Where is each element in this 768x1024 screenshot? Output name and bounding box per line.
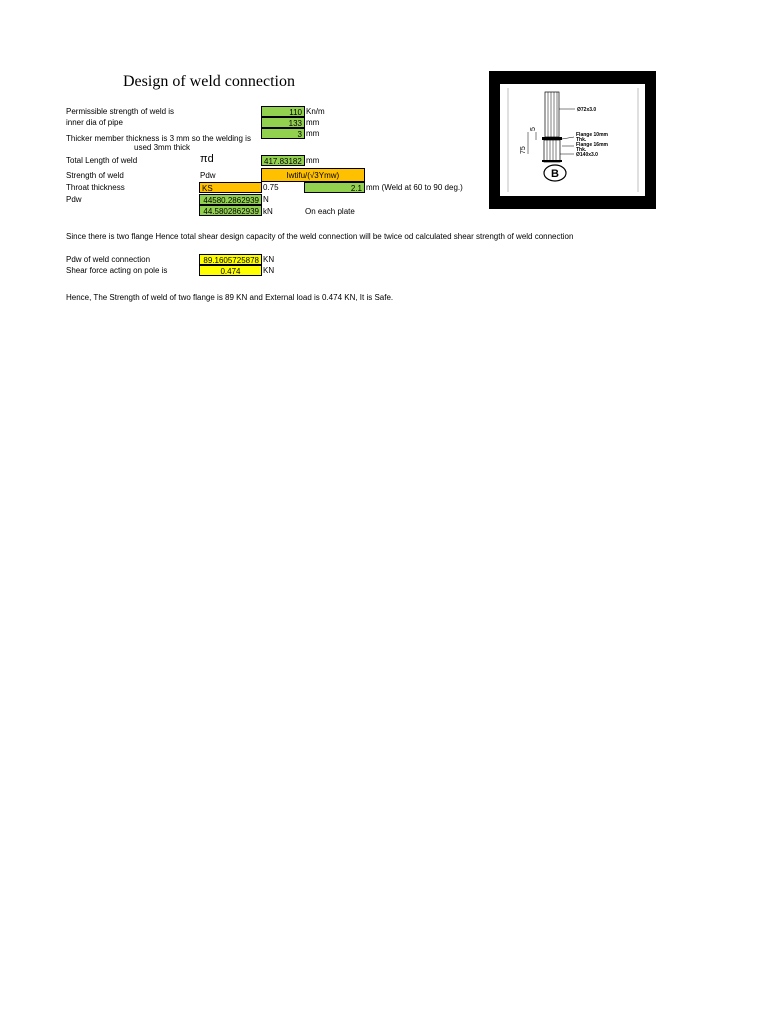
- thick-unit: mm: [306, 129, 320, 138]
- dim-75-text: 75: [520, 146, 527, 154]
- flange-drawing-svg: [500, 84, 645, 196]
- perm-label: Permissible strength of weld is: [66, 107, 175, 116]
- conn-label: Pdw of weld connection: [66, 255, 151, 264]
- strength-formula-cell[interactable]: lwtifu/(√3Ymw): [261, 168, 365, 182]
- flange-a-label: Flange 10mm: [576, 132, 608, 138]
- pdw-kn-unit: kN: [263, 207, 273, 216]
- dim-5-text: 5: [530, 127, 537, 131]
- page-title: Design of weld connection: [123, 73, 295, 90]
- perm-unit: Kn/m: [306, 107, 325, 116]
- throat-note: mm (Weld at 60 to 90 deg.): [366, 183, 463, 192]
- conclusion-text: Hence, The Strength of weld of two flange is 89 KN and External load is 0.474 KN, It is Safe.: [66, 293, 394, 302]
- length-label: Total Length of weld: [66, 156, 138, 165]
- throat-k: 0.75: [263, 183, 279, 192]
- section-marker-text: B: [551, 168, 559, 180]
- pipe-shape: [545, 92, 559, 137]
- thick-value-cell[interactable]: 3: [261, 128, 305, 139]
- throat-value-cell[interactable]: 2.1: [304, 182, 365, 193]
- pipe-label: Ø72x3.0: [577, 107, 597, 113]
- flange-b-label: Flange 16mm: [576, 142, 608, 148]
- inner-value-cell[interactable]: 133: [261, 117, 305, 128]
- flange-drawing-frame: [489, 71, 656, 209]
- strength-label: Strength of weld: [66, 171, 124, 180]
- shear-unit: KN: [263, 266, 275, 275]
- conn-value-cell[interactable]: 89.1605725878: [199, 254, 262, 265]
- since-paragraph: Since there is two flange Hence total shear design capacity of the weld connection will be twice od calculated shear strength of weld connection: [66, 232, 574, 241]
- base-label: Ø140x3.0: [576, 152, 598, 158]
- length-value-cell[interactable]: 417.83182: [261, 155, 305, 166]
- shear-label: Shear force acting on pole is: [66, 266, 168, 275]
- pdw-n-unit: N: [263, 195, 269, 204]
- pdw-kn-cell[interactable]: 44.5802862939: [199, 205, 262, 216]
- throat-symbol-cell[interactable]: KS: [199, 182, 262, 193]
- pi-d-symbol: πd: [200, 153, 214, 165]
- flange-drawing: [500, 84, 645, 196]
- throat-label: Throat thickness: [66, 183, 125, 192]
- thick-label-2: used 3mm thick: [134, 143, 191, 152]
- pdw-n-cell[interactable]: 44580.2862939: [199, 194, 262, 205]
- length-unit: mm: [306, 156, 320, 165]
- shear-value-cell[interactable]: 0.474: [199, 265, 262, 276]
- flange-plate-lower: [542, 160, 562, 162]
- perm-value-cell[interactable]: 110: [261, 106, 305, 117]
- strength-symbol: Pdw: [200, 171, 216, 180]
- conn-unit: KN: [263, 255, 275, 264]
- flange-plate-upper: [542, 137, 562, 140]
- base-shape: [544, 140, 560, 162]
- thick-label-1: Thicker member thickness is 3 mm so the welding is: [66, 134, 251, 143]
- flange-b2-label: Thk.: [576, 147, 587, 153]
- pdw-label: Pdw: [66, 195, 82, 204]
- leader-flange-a: [562, 137, 574, 139]
- flange-a2-label: Thk.: [576, 137, 587, 143]
- inner-label: inner dia of pipe: [66, 118, 123, 127]
- pdw-note: On each plate: [305, 207, 355, 216]
- inner-unit: mm: [306, 118, 320, 127]
